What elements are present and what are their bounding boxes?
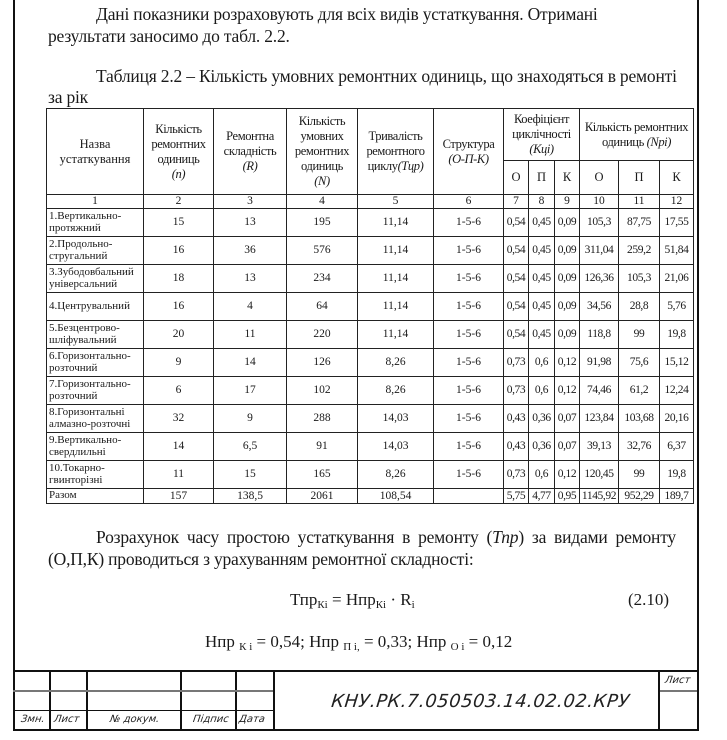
cell-s: 1-5-6 — [434, 433, 504, 461]
cell-r: 6,5 — [214, 433, 287, 461]
cell-n: 18 — [144, 265, 214, 293]
cell-ko: 0,54 — [504, 209, 529, 237]
cell-ko: 5,75 — [504, 489, 529, 504]
cell-nk: 5,76 — [660, 293, 694, 321]
col-num: 9 — [555, 195, 580, 209]
stamp-line — [13, 690, 273, 692]
cell-kp: 0,45 — [529, 237, 555, 265]
cell-n: 16 — [144, 293, 214, 321]
cell-r: 13 — [214, 209, 287, 237]
cell-np: 87,75 — [619, 209, 660, 237]
table-row — [47, 433, 694, 461]
cell-np: 75,6 — [619, 349, 660, 377]
cell-N: 64 — [287, 293, 358, 321]
cell-np: 103,68 — [619, 405, 660, 433]
table-row — [47, 405, 694, 433]
cell-t: 8,26 — [358, 461, 434, 489]
cell-no: 126,36 — [580, 265, 619, 293]
cell-ko: 0,73 — [504, 461, 529, 489]
cell-name: 8.Горизонтальні алмазно-розточні — [47, 405, 144, 433]
cell-kk: 0,09 — [555, 237, 580, 265]
intro-paragraph — [48, 3, 678, 47]
sub-o: О — [504, 161, 529, 195]
cell-nk: 17,55 — [660, 209, 694, 237]
label-sheet: Лист — [53, 714, 81, 725]
cell-kp: 0,36 — [529, 405, 555, 433]
cell-r: 11 — [214, 321, 287, 349]
table-row — [47, 209, 694, 237]
cell-N: 91 — [287, 433, 358, 461]
cell-n: 20 — [144, 321, 214, 349]
cell-ko: 0,54 — [504, 237, 529, 265]
document-code: КНУ.РК.7.050503.14.02.02.КРУ — [330, 691, 631, 712]
cell-kk: 0,07 — [555, 405, 580, 433]
total-row — [47, 489, 694, 504]
cell-s: 1-5-6 — [434, 405, 504, 433]
cell-s: 1-5-6 — [434, 293, 504, 321]
cell-np: 99 — [619, 321, 660, 349]
cell-ko: 0,54 — [504, 293, 529, 321]
cell-kp: 0,45 — [529, 265, 555, 293]
col-num: 10 — [580, 195, 619, 209]
cell-s: 1-5-6 — [434, 461, 504, 489]
cell-r: 36 — [214, 237, 287, 265]
cell-name: 10.Токарно-гвинторізні — [47, 461, 144, 489]
cell-kp: 0,6 — [529, 377, 555, 405]
cell-nk: 15,12 — [660, 349, 694, 377]
label-change: Змн. — [20, 714, 46, 725]
cell-N: 102 — [287, 377, 358, 405]
formula-2-10: $Тпр_{Кi} = Нпр_{Кi} \cdot R_i$ — [290, 590, 415, 611]
cell-kk: 0,07 — [555, 433, 580, 461]
intro-text: Дані показники розраховують для всіх видів устаткування. Отримані результати заносимо до табл. 2.2. — [48, 4, 598, 46]
cell-s: 1-5-6 — [434, 377, 504, 405]
cell-t: 11,14 — [358, 293, 434, 321]
cell-t: 11,14 — [358, 209, 434, 237]
label-sheet-number: Лист — [664, 675, 692, 686]
cell-ko: 0,73 — [504, 349, 529, 377]
cell-name: 9.Вертикально-свердлильні — [47, 433, 144, 461]
header-repair-units: Кількість ремонтних одиниць (Npi) — [580, 109, 694, 161]
cell-name: 2.Продольно-стругальний — [47, 237, 144, 265]
cell-no: 120,45 — [580, 461, 619, 489]
cell-kk: 0,12 — [555, 461, 580, 489]
cell-N: 234 — [287, 265, 358, 293]
sub-k: К — [660, 161, 694, 195]
cell-kp: 0,36 — [529, 433, 555, 461]
cell-no: 118,8 — [580, 321, 619, 349]
cell-nk: 51,84 — [660, 237, 694, 265]
cell-name: 3.Зубодовбальний універсальний — [47, 265, 144, 293]
cell-s: 1-5-6 — [434, 237, 504, 265]
cell-kp: 0,45 — [529, 209, 555, 237]
cell-N: 126 — [287, 349, 358, 377]
cell-kp: 0,45 — [529, 321, 555, 349]
label-signature: Підпис — [192, 714, 230, 725]
cell-no: 123,84 — [580, 405, 619, 433]
table-row — [47, 349, 694, 377]
cell-kp: 0,45 — [529, 293, 555, 321]
cell-nk: 6,37 — [660, 433, 694, 461]
sub-o: О — [580, 161, 619, 195]
col-num: 1 — [47, 195, 144, 209]
cell-n: 32 — [144, 405, 214, 433]
cell-nk: 20,16 — [660, 405, 694, 433]
cell-n: 11 — [144, 461, 214, 489]
cell-t: 108,54 — [358, 489, 434, 504]
cell-name: 6.Горизонтально-розточний — [47, 349, 144, 377]
title-block — [13, 670, 697, 731]
cell-t: 8,26 — [358, 377, 434, 405]
col-num: 7 — [504, 195, 529, 209]
cell-kk: 0,09 — [555, 321, 580, 349]
cell-np: 61,2 — [619, 377, 660, 405]
col-num: 12 — [660, 195, 694, 209]
cell-n: 9 — [144, 349, 214, 377]
cell-nk: 19,8 — [660, 321, 694, 349]
header-name: Назва устаткування — [47, 109, 144, 195]
cell-np: 259,2 — [619, 237, 660, 265]
col-num: 8 — [529, 195, 555, 209]
table-body — [47, 209, 694, 504]
cell-n: 14 — [144, 433, 214, 461]
table-caption — [48, 66, 678, 108]
cell-s — [434, 489, 504, 504]
col-num: 3 — [214, 195, 287, 209]
col-num: 5 — [358, 195, 434, 209]
cell-t: 11,14 — [358, 321, 434, 349]
cell-n: 157 — [144, 489, 214, 504]
cell-kk: 0,09 — [555, 265, 580, 293]
label-date: Дата — [238, 714, 266, 725]
cell-name: Разом — [47, 489, 144, 504]
cell-ko: 0,43 — [504, 433, 529, 461]
calc-paragraph: Розрахунок часу простою устаткування в ремонту (Тпр) за видами ремонту (О,П,К) проводиться з урахуванням ремонтної складності: — [48, 527, 676, 569]
header-N: Кількість умовних ремонтних одиниць (N) — [287, 109, 358, 195]
cell-r: 15 — [214, 461, 287, 489]
cell-n: 6 — [144, 377, 214, 405]
col-num: 2 — [144, 195, 214, 209]
cell-nk: 19,8 — [660, 461, 694, 489]
table-row — [47, 265, 694, 293]
cell-kk: 0,09 — [555, 293, 580, 321]
stamp-line — [13, 710, 273, 711]
cell-n: 16 — [144, 237, 214, 265]
cell-r: 14 — [214, 349, 287, 377]
cell-kk: 0,09 — [555, 209, 580, 237]
cell-r: 13 — [214, 265, 287, 293]
sub-k: К — [555, 161, 580, 195]
cell-kp: 0,6 — [529, 461, 555, 489]
cell-np: 105,3 — [619, 265, 660, 293]
cell-np: 28,8 — [619, 293, 660, 321]
cell-nk: 21,06 — [660, 265, 694, 293]
cell-N: 288 — [287, 405, 358, 433]
cell-kk: 0,12 — [555, 377, 580, 405]
repair-units-table — [46, 108, 694, 504]
cell-name: 5.Безцентрово-шліфувальний — [47, 321, 144, 349]
cell-r: 138,5 — [214, 489, 287, 504]
table-row — [47, 237, 694, 265]
label-doc-number: № докум. — [109, 714, 161, 725]
cell-t: 11,14 — [358, 265, 434, 293]
sub-p: П — [529, 161, 555, 195]
cell-ko: 0,54 — [504, 321, 529, 349]
cell-s: 1-5-6 — [434, 321, 504, 349]
col-num: 4 — [287, 195, 358, 209]
cell-r: 4 — [214, 293, 287, 321]
cell-kk: 0,12 — [555, 349, 580, 377]
sub-p: П — [619, 161, 660, 195]
table-row — [47, 293, 694, 321]
cell-s: 1-5-6 — [434, 265, 504, 293]
cell-np: 952,29 — [619, 489, 660, 504]
cell-no: 74,46 — [580, 377, 619, 405]
cell-name: 7.Горизонтально-розточний — [47, 377, 144, 405]
cell-no: 91,98 — [580, 349, 619, 377]
cell-s: 1-5-6 — [434, 349, 504, 377]
cell-N: 220 — [287, 321, 358, 349]
table-row — [47, 377, 694, 405]
cell-ko: 0,43 — [504, 405, 529, 433]
cell-ko: 0,54 — [504, 265, 529, 293]
cell-np: 32,76 — [619, 433, 660, 461]
cell-s: 1-5-6 — [434, 209, 504, 237]
table-row — [47, 321, 694, 349]
cell-name: 4.Центрувальний — [47, 293, 144, 321]
caption-text: Таблиця 2.2 – Кількість умовних ремонтних одиниць, що знаходяться в ремонті за рік — [48, 66, 677, 107]
cell-kk: 0,95 — [555, 489, 580, 504]
cell-nk: 12,24 — [660, 377, 694, 405]
cell-t: 11,14 — [358, 237, 434, 265]
formula-number: (2.10) — [628, 590, 670, 609]
cell-no: 311,04 — [580, 237, 619, 265]
cell-r: 9 — [214, 405, 287, 433]
cell-no: 39,13 — [580, 433, 619, 461]
cell-r: 17 — [214, 377, 287, 405]
cell-kp: 4,77 — [529, 489, 555, 504]
col-num: 11 — [619, 195, 660, 209]
cell-N: 165 — [287, 461, 358, 489]
cell-t: 14,03 — [358, 405, 434, 433]
col-num: 6 — [434, 195, 504, 209]
cell-N: 2061 — [287, 489, 358, 504]
cell-no: 105,3 — [580, 209, 619, 237]
cell-no: 34,56 — [580, 293, 619, 321]
cell-N: 195 — [287, 209, 358, 237]
cell-n: 15 — [144, 209, 214, 237]
cell-no: 1145,92 — [580, 489, 619, 504]
header-coefficient: Коефіцієнт циклічності (Кцi) — [504, 109, 580, 161]
header-cycle: Тривалість ремонтного циклу(Тцр) — [358, 109, 434, 195]
header-structure: Структура (О-П-К) — [434, 109, 504, 195]
cell-name: 1.Вертикально-протяжний — [47, 209, 144, 237]
cell-t: 14,03 — [358, 433, 434, 461]
column-numbers-row — [47, 195, 694, 209]
header-n: Кількість ремонтних одиниць (n) — [144, 109, 214, 195]
cell-np: 99 — [619, 461, 660, 489]
table-row — [47, 461, 694, 489]
cell-kp: 0,6 — [529, 349, 555, 377]
cell-nk: 189,7 — [660, 489, 694, 504]
header-row — [47, 109, 694, 161]
header-r: Ремонтна складність (R) — [214, 109, 287, 195]
cell-N: 576 — [287, 237, 358, 265]
cell-ko: 0,73 — [504, 377, 529, 405]
coefficients-line: Нпр $_{К i}$ = 0,54; Нпр $_{П i,}$ = 0,33; Нпр $_{О i}$ = 0,12 — [205, 632, 513, 653]
cell-t: 8,26 — [358, 349, 434, 377]
